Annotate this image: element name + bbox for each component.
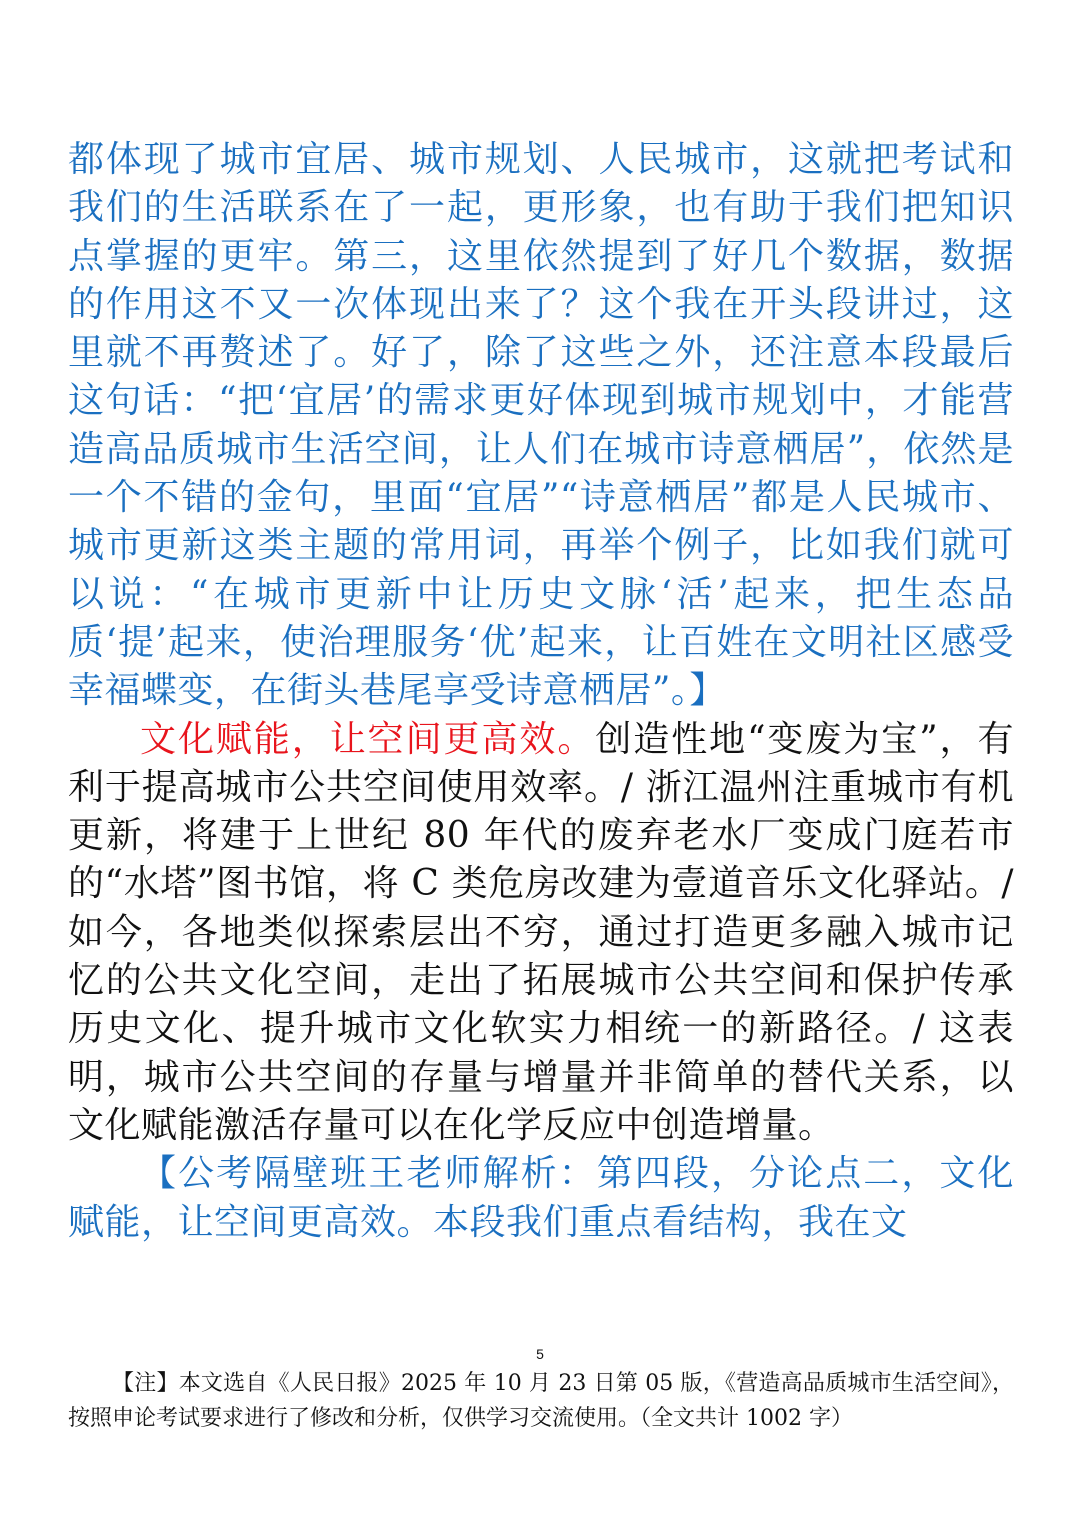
article-body [68, 136, 1014, 1247]
analysis-paragraph-continued: 都体现了城市宜居、城市规划、人民城市，这就把考试和我们的生活联系在了一起，更形象，也有助于我们把知识点掌握的更牢。第三，这里依然提到了好几个数据，数据的作用这不又一次体现出来了？这个我在开头段讲过，这里就不再赘述了。好了，除了这些之外，还注意本段最后这句话：“把‘宜居’的需求更好体现到城市规划中，才能营造高品质城市生活空间，让人们在城市诗意栖居”，依然是一个不错的金句，里面“宜居”“诗意栖居”都是人民城市、城市更新这类主题的常用词，再举个例子，比如我们就可以说：“在城市更新中让历史文脉‘活’起来，把生态品质‘提’起来，使治理服务‘优’起来，让百姓在文明社区感受幸福蝶变，在街头巷尾享受诗意栖居”。】 [68, 139, 1014, 712]
analysis-paragraph: 【公考隔壁班王老师解析：第四段，分论点二，文化赋能，让空间更高效。本段我们重点看结构，我在文 [68, 1153, 1014, 1243]
section-body-text: 创造性地“变废为宝”，有利于提高城市公共空间使用效率。/ 浙江温州注重城市有机更新，将建于上世纪 80 年代的废弃老水厂变成门庭若市的“水塔”图书馆，将 C 类危房改建为壹道音乐文化驿站。/ 如今，各地类似探索层出不穷，通过打造更多融入城市记忆的公共文化空间，走出了拓展城市公共空间和保护传承历史文化、提升城市文化软实力相统一的新路径。/ 这表明，城市公共空间的存量与增量并非简单的替代关系，以文化赋能激活存量可以在化学反应中创造增量。 [68, 718, 1014, 1146]
page-number: 5 [536, 1346, 544, 1362]
section-heading: 文化赋能，让空间更高效。 [140, 718, 596, 760]
footnote: 【注】本文选自《人民日报》2025 年 10 月 23 日第 05 版，《营造高品质城市生活空间》，按照申论考试要求进行了修改和分析，仅供学习交流使用。（全文共计 1002 字） [68, 1371, 1014, 1431]
section-paragraph [68, 716, 1014, 1151]
